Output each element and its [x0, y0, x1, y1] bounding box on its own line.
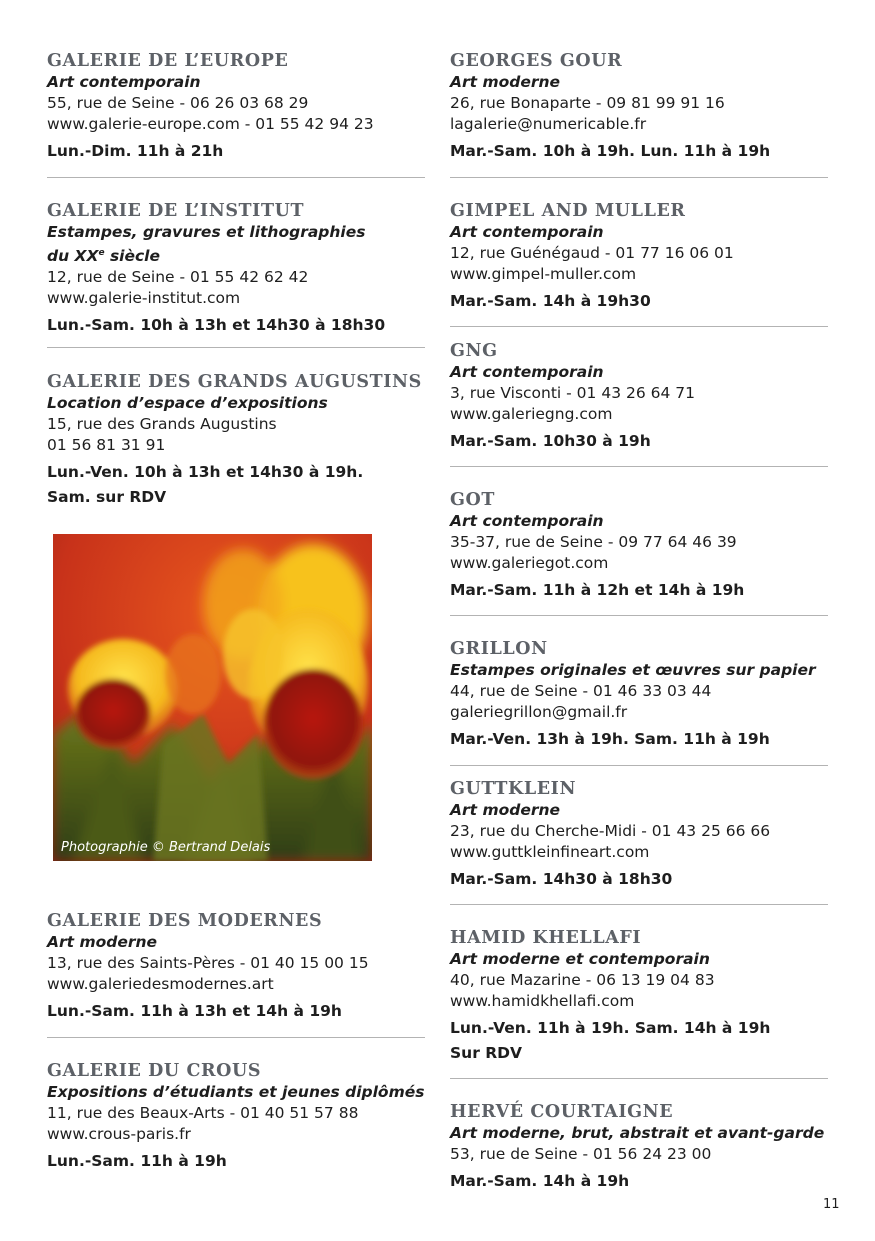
gallery-address: 13, rue des Saints-Pères - 01 40 15 00 15: [47, 954, 369, 972]
gallery-address: 44, rue de Seine - 01 46 33 03 44: [450, 682, 712, 700]
gallery-entry: [47, 200, 425, 338]
gallery-category: Art moderne: [450, 801, 561, 819]
gallery-category: Estampes, gravures et lithographies: [47, 223, 366, 241]
gallery-hours: Mar.-Sam. 10h à 19h. Lun. 11h à 19h: [450, 142, 771, 160]
tulips-photo-image: [53, 534, 372, 861]
gallery-address: 53, rue de Seine - 01 56 24 23 00: [450, 1145, 712, 1163]
gallery-contact: www.galerie-institut.com: [47, 289, 241, 307]
gallery-name: GOT: [450, 490, 496, 510]
separator: [450, 1078, 828, 1079]
gallery-address: 35-37, rue de Seine - 09 77 64 46 39: [450, 533, 737, 551]
gallery-entry: [450, 200, 828, 314]
page-number: 11: [823, 1197, 840, 1212]
gallery-name: GIMPEL AND MULLER: [450, 201, 686, 221]
gallery-name: GNG: [450, 341, 498, 361]
gallery-category: Location d’espace d’expositions: [47, 394, 328, 412]
separator: [47, 347, 425, 348]
gallery-hours: Lun.-Ven. 10h à 13h et 14h30 à 19h.: [47, 463, 364, 481]
gallery-entry: [47, 1060, 425, 1174]
gallery-name: GALERIE DU CROUS: [47, 1061, 262, 1081]
gallery-contact: www.galeriedesmodernes.art: [47, 975, 274, 993]
gallery-category: Art moderne, brut, abstrait et avant-garde: [450, 1124, 825, 1142]
category-tail: siècle: [104, 247, 161, 265]
category-text: du XX: [47, 247, 99, 265]
gallery-name: HERVÉ COURTAIGNE: [450, 1102, 674, 1122]
gallery-entry: [450, 489, 828, 603]
gallery-address: 12, rue de Seine - 01 55 42 62 42: [47, 268, 309, 286]
gallery-category: Art moderne: [47, 933, 158, 951]
tulips-photo: [53, 534, 372, 861]
gallery-contact: galeriegrillon@gmail.fr: [450, 703, 628, 721]
separator: [47, 177, 425, 178]
gallery-contact: www.crous-paris.fr: [47, 1125, 191, 1143]
gallery-entry: [450, 638, 828, 752]
gallery-address: 55, rue de Seine - 06 26 03 68 29: [47, 94, 309, 112]
gallery-entry: [450, 778, 828, 892]
gallery-entry: [47, 371, 425, 510]
gallery-hours: Mar.-Sam. 11h à 12h et 14h à 19h: [450, 581, 745, 599]
gallery-category: Art moderne et contemporain: [450, 950, 710, 968]
gallery-address: 11, rue des Beaux-Arts - 01 40 51 57 88: [47, 1104, 359, 1122]
gallery-contact: www.galeriegot.com: [450, 554, 609, 572]
gallery-entry: [450, 1101, 828, 1194]
gallery-hours: Mar.-Sam. 10h30 à 19h: [450, 432, 651, 450]
gallery-name: GALERIE DE L’EUROPE: [47, 51, 289, 71]
gallery-entry: [47, 50, 425, 164]
gallery-hours: Sam. sur RDV: [47, 488, 167, 506]
gallery-name: GRILLON: [450, 639, 548, 659]
gallery-name: GALERIE DES GRANDS AUGUSTINS: [47, 372, 422, 392]
gallery-category: Expositions d’étudiants et jeunes diplômés: [47, 1083, 425, 1101]
gallery-address: 12, rue Guénégaud - 01 77 16 06 01: [450, 244, 734, 262]
gallery-hours: Mar.-Sam. 14h30 à 18h30: [450, 870, 673, 888]
gallery-hours: Lun.-Dim. 11h à 21h: [47, 142, 224, 160]
gallery-contact: lagalerie@numericable.fr: [450, 115, 647, 133]
gallery-hours: Mar.-Sam. 14h à 19h30: [450, 292, 651, 310]
separator: [450, 615, 828, 616]
gallery-name: GALERIE DES MODERNES: [47, 911, 323, 931]
gallery-name: GALERIE DE L’INSTITUT: [47, 201, 305, 221]
gallery-address: 3, rue Visconti - 01 43 26 64 71: [450, 384, 696, 402]
gallery-entry: [47, 910, 425, 1024]
gallery-category: Art contemporain: [450, 512, 604, 530]
separator: [450, 765, 828, 766]
gallery-address: 15, rue des Grands Augustins: [47, 415, 277, 433]
gallery-address: 26, rue Bonaparte - 09 81 99 91 16: [450, 94, 725, 112]
gallery-contact: www.hamidkhellafi.com: [450, 992, 635, 1010]
gallery-contact: www.galeriegng.com: [450, 405, 613, 423]
gallery-entry: [450, 927, 828, 1066]
separator: [47, 1037, 425, 1038]
gallery-contact: 01 56 81 31 91: [47, 436, 166, 454]
gallery-category: Art moderne: [450, 73, 561, 91]
gallery-hours: Lun.-Sam. 10h à 13h et 14h30 à 18h30: [47, 316, 386, 334]
gallery-entry: [450, 50, 828, 164]
gallery-contact: www.gimpel-muller.com: [450, 265, 637, 283]
gallery-category: Art contemporain: [450, 223, 604, 241]
separator: [450, 904, 828, 905]
gallery-hours: Sur RDV: [450, 1044, 523, 1062]
separator: [450, 466, 828, 467]
gallery-category: Art contemporain: [47, 73, 201, 91]
gallery-category-cont: [47, 243, 425, 267]
gallery-category: Art contemporain: [450, 363, 604, 381]
superscript: e: [98, 248, 105, 258]
gallery-name: HAMID KHELLAFI: [450, 928, 642, 948]
separator: [450, 326, 828, 327]
gallery-category: Estampes originales et œuvres sur papier: [450, 661, 816, 679]
gallery-contact: www.guttkleinfineart.com: [450, 843, 650, 861]
gallery-contact: www.galerie-europe.com - 01 55 42 94 23: [47, 115, 374, 133]
gallery-address: 40, rue Mazarine - 06 13 19 04 83: [450, 971, 715, 989]
gallery-hours: Lun.-Sam. 11h à 19h: [47, 1152, 227, 1170]
photo-credit: Photographie © Bertrand Delais: [61, 840, 271, 855]
gallery-hours: Mar.-Sam. 14h à 19h: [450, 1172, 630, 1190]
separator: [450, 177, 828, 178]
gallery-name: GUTTKLEIN: [450, 779, 577, 799]
gallery-hours: Lun.-Sam. 11h à 13h et 14h à 19h: [47, 1002, 342, 1020]
gallery-entry: [450, 340, 828, 454]
gallery-address: 23, rue du Cherche-Midi - 01 43 25 66 66: [450, 822, 771, 840]
gallery-hours: Mar.-Ven. 13h à 19h. Sam. 11h à 19h: [450, 730, 770, 748]
gallery-hours: Lun.-Ven. 11h à 19h. Sam. 14h à 19h: [450, 1019, 771, 1037]
gallery-name: GEORGES GOUR: [450, 51, 623, 71]
